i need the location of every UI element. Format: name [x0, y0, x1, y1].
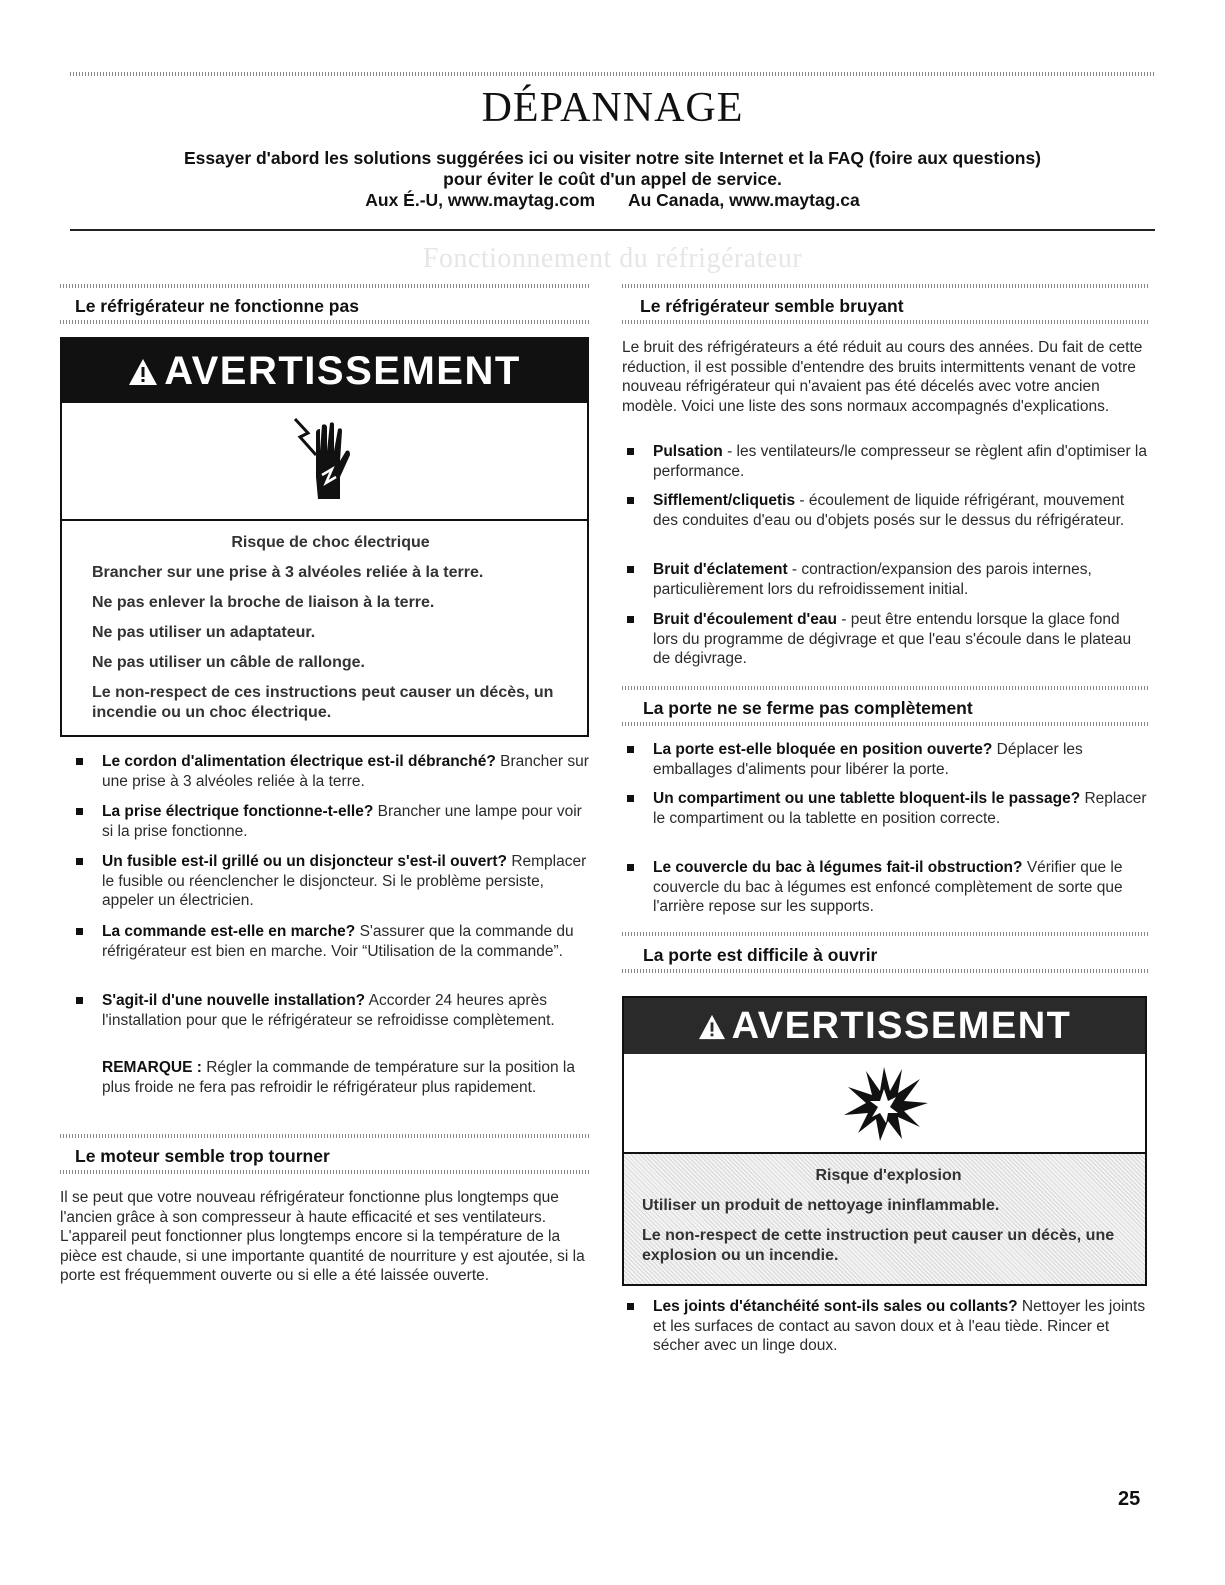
heading-hard-open: La porte est difficile à ouvrir: [643, 945, 878, 965]
left-heading-rule-bottom: [60, 1170, 590, 1174]
bullet-square: [627, 616, 634, 623]
list-item: Bruit d'éclatement - contraction/expansion des parois internes, particulièrement lors du refroidissement initial.: [653, 560, 1147, 599]
top-dotted-rule: [70, 72, 1155, 76]
right-heading-rule-top: [622, 932, 1149, 936]
list-item: Sifflement/cliquetis - écoulement de liquide réfrigérant, mouvement des conduites d'eau ou d'objets posés sur le dessus du réfrigérateur.: [653, 491, 1147, 530]
warning-banner-text: AVERTISSEMENT: [731, 1005, 1072, 1047]
warning-banner: [62, 339, 587, 403]
risk-label: Risque d'explosion: [815, 1167, 962, 1184]
page-title: DÉPANNAGE: [481, 85, 744, 131]
right-heading-rule-bottom: [622, 722, 1149, 726]
note-paragraph: REMARQUE : Régler la commande de température sur la position la plus froide ne fera pas refroidir le réfrigérateur plus rapidement.: [102, 1059, 575, 1096]
list-item: S'agit-il d'une nouvelle installation? Accorder 24 heures après l'installation pour que le réfrigérateur se refroidisse complètement.: [102, 991, 590, 1030]
left-heading-rule-top: [60, 1134, 590, 1138]
right-heading-rule-top: [622, 284, 1149, 288]
intro-text: [80, 148, 1145, 211]
list-item: La commande est-elle en marche? S'assurer que la commande du réfrigérateur est bien en marche. Voir “Utilisation de la commande”.: [102, 922, 590, 961]
explosion-icon: [624, 1054, 1145, 1154]
page-number: 25: [1118, 1488, 1141, 1510]
electric-shock-icon: [62, 403, 587, 521]
right-heading-rule-top: [622, 686, 1149, 690]
bullet-square: [627, 497, 634, 504]
warning-line: Ne pas utiliser un câble de rallonge.: [92, 654, 365, 671]
list-item: Le cordon d'alimentation électrique est-il débranché? Brancher sur une prise à 3 alvéoles reliée à la terre.: [102, 752, 590, 791]
left-heading-rule-top: [60, 284, 590, 288]
motor-paragraph: Il se peut que votre nouveau réfrigérateur fonctionne plus longtemps que l'ancien grâce à son compresseur à haute efficacité et ses ventilateurs. L'appareil peut fonctionner plus longtemps encore si la température de la pièce est chaude, si une importante quantité de nourriture y est ajoutée, si la porte est fréquemment ouverte ou si elle a été laissée ouverte.: [60, 1189, 585, 1285]
intro-url-ca: Au Canada, www.maytag.ca: [627, 190, 860, 210]
section-heading: Fonctionnement du réfrigérateur: [422, 243, 803, 274]
list-item: Pulsation - les ventilateurs/le compresseur se règlent afin d'optimiser la performance.: [653, 442, 1147, 481]
heading-not-working: Le réfrigérateur ne fonctionne pas: [75, 296, 359, 316]
right-heading-rule-bottom: [622, 969, 1149, 973]
bullet-square: [627, 448, 634, 455]
bullet-square: [627, 746, 634, 753]
heading-door: La porte ne se ferme pas complètement: [643, 698, 973, 718]
warning-line: Ne pas utiliser un adaptateur.: [92, 624, 316, 641]
bullet-square: [76, 997, 83, 1004]
header-rule: [70, 229, 1155, 231]
list-item: Un fusible est-il grillé ou un disjoncteur s'est-il ouvert? Remplacer le fusible ou réenclencher le disjoncteur. Si le problème persiste, appeler un électricien.: [102, 852, 590, 911]
bullet-square: [76, 808, 83, 815]
list-item: Bruit d'écoulement d'eau - peut être entendu lorsque la glace fond lors du programme de dégivrage et que l'eau s'écoule dans le plateau de dégivrage.: [653, 610, 1147, 669]
noisy-intro: Le bruit des réfrigérateurs a été réduit au cours des années. Du fait de cette réduction, il est possible d'entendre des bruits intermittents venant de votre nouveau réfrigérateur qui n'avaient pas été décelés avec votre ancien modèle. Voici une liste des sons normaux accompagnés d'explications.: [622, 339, 1143, 415]
warning-line: Utiliser un produit de nettoyage ininflammable.: [642, 1197, 1000, 1214]
heading-motor: Le moteur semble trop tourner: [75, 1146, 330, 1166]
list-item: Les joints d'étanchéité sont-ils sales ou collants? Nettoyer les joints et les surfaces de contact au savon doux et à l'eau tiède. Rincer et sécher avec un linge doux.: [653, 1297, 1147, 1356]
intro-line-2: pour éviter le coût d'un appel de service.: [443, 169, 782, 189]
warning-text-block: [62, 521, 587, 723]
bullet-square: [627, 864, 634, 871]
intro-line-1: Essayer d'abord les solutions suggérées ici ou visiter notre site Internet et la FAQ (foire aux questions): [183, 148, 1042, 168]
list-item: Le couvercle du bac à légumes fait-il obstruction? Vérifier que le couvercle du bac à légumes est enfoncé complètement de sorte que l'arrière repose sur les supports.: [653, 858, 1147, 917]
warning-line: Le non-respect de ces instructions peut causer un décès, un incendie ou un choc électrique.: [92, 684, 554, 721]
bullet-square: [76, 858, 83, 865]
warning-banner: [624, 998, 1145, 1054]
heading-noisy: Le réfrigérateur semble bruyant: [640, 296, 904, 316]
intro-urls: [80, 190, 1145, 211]
right-heading-rule-bottom: [622, 320, 1149, 324]
warning-line: Brancher sur une prise à 3 alvéoles reliée à la terre.: [92, 564, 484, 581]
bullet-square: [76, 928, 83, 935]
bullet-square: [627, 566, 634, 573]
list-item: La prise électrique fonctionne-t-elle? Brancher une lampe pour voir si la prise fonctionne.: [102, 802, 590, 841]
warning-line: Le non-respect de cette instruction peut causer un décès, une explosion ou un incendie.: [642, 1227, 1115, 1264]
bullet-square: [627, 1303, 634, 1310]
warning-box-explosion: [622, 996, 1147, 1286]
bullet-square: [76, 758, 83, 765]
note-label: REMARQUE :: [102, 1059, 202, 1076]
intro-url-us: Aux É.-U, www.maytag.com: [365, 190, 596, 210]
warning-box-electric: [60, 337, 589, 737]
list-item: Un compartiment ou une tablette bloquent-ils le passage? Replacer le compartiment ou la tablette en position correcte.: [653, 789, 1147, 828]
list-item: La porte est-elle bloquée en position ouverte? Déplacer les emballages d'aliments pour libérer la porte.: [653, 740, 1147, 779]
warning-line: Ne pas enlever la broche de liaison à la terre.: [92, 594, 435, 611]
warning-banner-text: AVERTISSEMENT: [164, 349, 521, 393]
risk-label: Risque de choc électrique: [231, 534, 430, 551]
bullet-square: [627, 795, 634, 802]
warning-text-block: [624, 1154, 1145, 1266]
warning-triangle-icon: [128, 341, 158, 405]
warning-triangle-icon: [698, 1000, 726, 1056]
left-heading-rule-bottom: [60, 320, 590, 324]
